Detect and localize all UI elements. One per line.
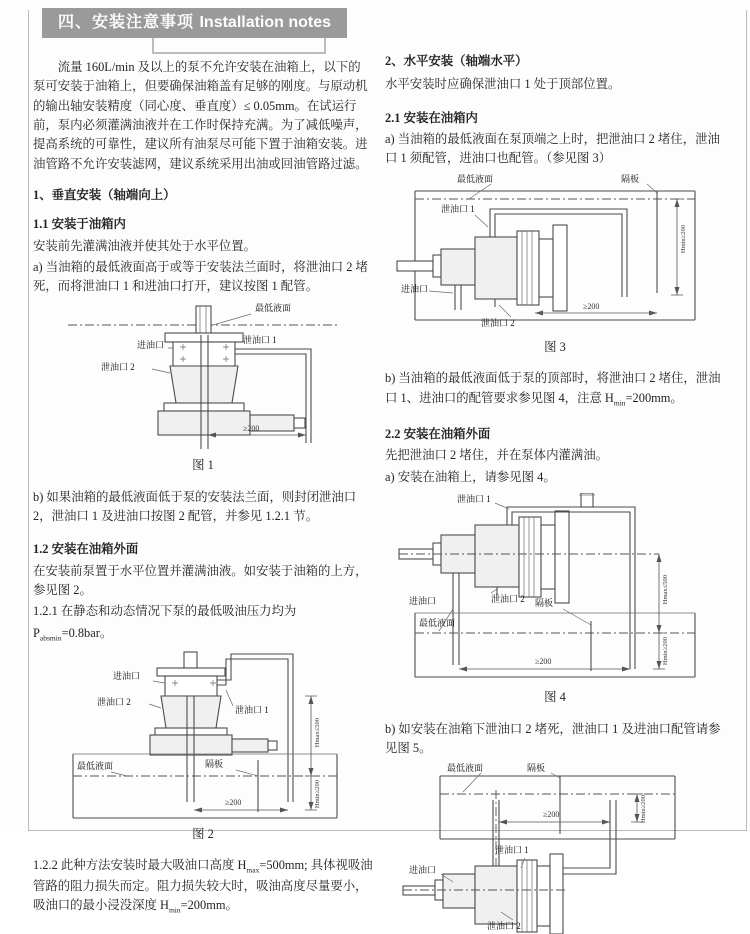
fig2-dimension-200: ≥200 [225,797,242,807]
fig5-dimension-200: ≥200 [543,810,560,820]
fig2-label-baffle: 隔板 [205,758,224,769]
fig2-label-inlet-port: 进油口 [113,670,141,681]
para-2-2-b: b) 如安装在油箱下泄油口 2 堵死，泄油口 1 及进油口配管请参见图 5。 [385,721,721,756]
formula-value: =0.8bar。 [61,625,113,640]
intro-paragraph: 流量 160L/min 及以上的泵不允许安装在油箱上，以下的泵可安装于油箱上，但要确保油箱盖有足够的刚度。与原动机的输出轴安装精度（同心度、垂直度）≤ 0.05mm。在试运行前，泵内必须灌满油液并在工作时保持充满。为了减低噪声，提高系统的可靠性，建议所有油泵尽可能下置于油箱安装。进油管路不允许安装滤网，建议系统采用出油或回油管路过滤。 [33,60,368,171]
two-column-layout [33,52,725,934]
para-1-2: 在安装前泵置于水平位置并灌满油液。如安装于油箱的上方，参见图 2。 [33,563,368,597]
section-title-en: Installation notes [199,14,332,31]
fig4-dimension-200: ≥200 [535,656,552,666]
para-1-2-2-t3: =200mm。 [180,897,238,912]
heading-1-1: 1.1 安装于油箱内 [33,217,126,232]
heading-2-horizontal-install: 2、水平安装（轴端水平） [385,54,528,68]
fig4-label-baffle: 隔板 [535,597,554,608]
formula-base: P [33,625,40,640]
figure-2 [53,650,353,822]
para-1-1: 安装前先灌满油液并使其处于水平位置。 [33,238,257,253]
para-1-2-2-t1: 1.2.2 此种方法安装时最大吸油口高度 H [33,858,247,873]
fig5-label-inlet-port: 进油口 [409,865,437,876]
fig4-dimension-hmax: Hmax≤500 [662,574,669,605]
pump-below-tank-diagram [395,764,715,934]
para-1-2-1: 1.2.1 在静态和动态情况下泵的最低吸油压力均为 [33,604,297,619]
para-2-1-a: a) 当油箱的最低液面在泵顶端之上时，把泄油口 2 堵住，泄油口 1 须配管，进油口也配管。（参见图 3） [385,132,720,166]
para-2-2: 先把泄油口 2 堵住，并在泵体内灌满油。 [385,448,609,463]
vertical-pump-above-tank-diagram [53,650,353,822]
figure-1-caption: 图 1 [192,457,214,472]
figure-1 [53,303,353,453]
fig2-label-drain-port-2: 泄油口 2 [97,696,131,707]
heading-2-2: 2.2 安装在油箱外面 [385,426,491,441]
fig3-label-baffle: 隔板 [621,173,640,184]
formula-pabsmin [33,624,373,644]
fig4-label-min-liquid-level: 最低液面 [419,617,456,628]
fig5-label-drain-port-2: 泄油口 2 [487,921,521,932]
para-1-2-2-t2: =500mm; 具体视吸油管路的阻力损失而定。阻力损失较大时，吸油高度尽量要小，吸油口的最小浸没深度 H [33,858,373,912]
fig3-dimension-hmin: Hmin≥200 [680,224,687,253]
fig1-dimension-200: ≥200 [243,423,260,433]
fig2-dimension-hmax: Hmax≤500 [314,717,321,747]
heading-1-2: 1.2 安装在油箱外面 [33,542,139,557]
fig3-label-min-liquid-level: 最低液面 [457,173,494,184]
fig4-label-drain-port-1: 泄油口 1 [457,493,491,504]
section-header [42,8,347,38]
vertical-pump-in-tank-diagram [53,303,353,453]
hmax-subscript: max [246,865,260,875]
fig1-label-drain-port-2: 泄油口 2 [101,361,135,372]
heading-2-1: 2.1 安装在油箱内 [385,110,478,125]
left-column [33,52,373,934]
figure-5 [395,764,715,934]
heading-1-vertical-install: 1、垂直安装（轴端向上） [33,188,176,203]
horizontal-pump-in-tank-diagram [395,175,715,335]
para-1-2-2 [33,856,373,916]
right-column [385,52,725,934]
figure-2-caption: 图 2 [192,826,214,841]
fig3-label-drain-port-1: 泄油口 1 [441,203,475,214]
figure-4-caption: 图 4 [544,689,566,704]
fig5-dimension-hmin: Hmin≥200 [640,795,647,824]
para-2-1-b-sub: min [613,398,626,408]
hmin-subscript: min [168,905,181,915]
fig5-label-drain-port-1: 泄油口 1 [495,845,529,856]
figure-4 [395,493,715,685]
fig2-dimension-hmin: Hmin≥200 [314,779,321,808]
para-2-1-b [385,369,725,409]
figure-3 [395,175,715,335]
para-1-1-b: b) 如果油箱的最低液面低于泵的安装法兰面，则封闭泄油口 2，泄油口 1 及进油口按图 2 配管，并参见 1.2.1 节。 [33,489,357,523]
fig3-label-drain-port-2: 泄油口 2 [481,317,515,328]
fig1-label-inlet-port: 进油口 [137,339,165,350]
fig4-dimension-hmin: Hmin≥200 [662,636,669,666]
fig1-label-drain-port-1: 泄油口 1 [243,334,277,345]
para-2-1-b-t1: b) 当油箱的最低液面低于泵的顶部时，将泄油口 2 堵住，泄油口 1、进油口的配管要求参见图 4，注意 H [385,371,721,405]
fig2-label-drain-port-1: 泄油口 1 [235,704,269,715]
formula-subscript: absmin [39,633,62,643]
figure-3-caption: 图 3 [544,339,566,354]
fig2-label-min-liquid-level: 最低液面 [77,760,114,771]
para-2-1-b-t2: =200mm。 [625,390,683,405]
fig4-label-drain-port-2: 泄油口 2 [491,593,525,604]
fig3-dimension-200: ≥200 [583,301,600,311]
para-2-2-a: a) 安装在油箱上，请参见图 4。 [385,469,556,484]
fig4-label-inlet-port: 进油口 [409,595,437,606]
para-1-1-a: a) 当油箱的最低液面高于或等于安装法兰面时，将泄油口 2 堵死，而将泄油口 1 和进油口打开，建议按图 1 配管。 [33,260,368,294]
fig5-label-min-liquid-level: 最低液面 [447,763,484,774]
fig5-label-baffle: 隔板 [527,763,546,774]
para-2: 水平安装时应确保泄油口 1 处于顶部位置。 [385,77,621,92]
section-title-zh: 四、安装注意事项 [58,14,195,31]
fig3-label-inlet-port: 进油口 [401,283,429,294]
fig1-label-min-liquid-level: 最低液面 [255,302,292,313]
